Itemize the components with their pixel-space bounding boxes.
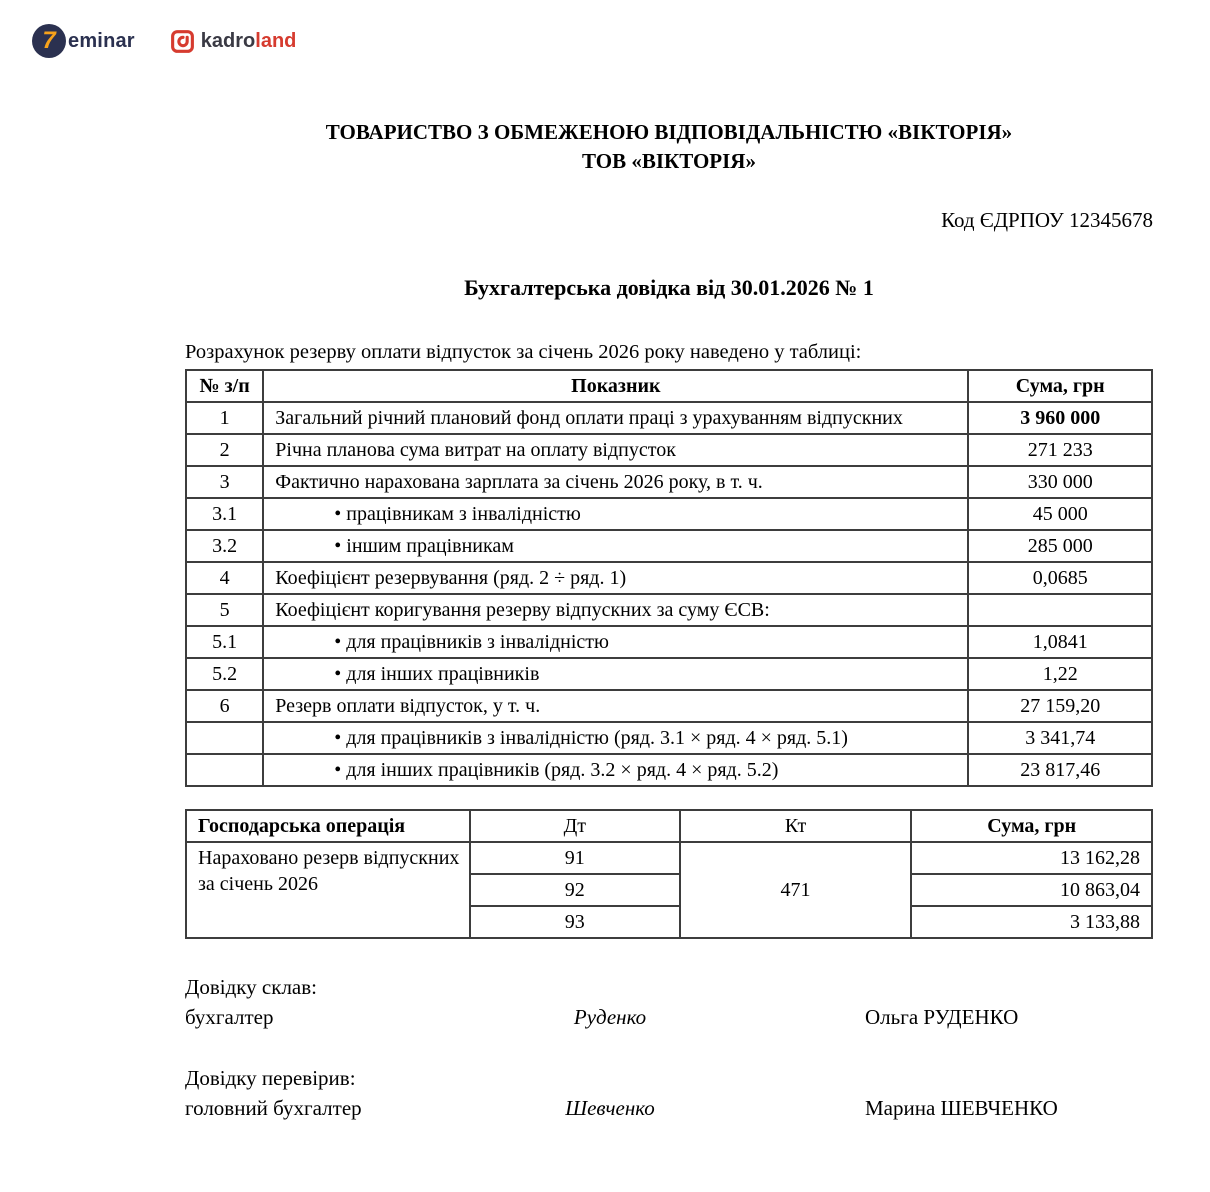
document-title: Бухгалтерська довідка від 30.01.2026 № 1 [464,275,874,300]
row-indicator: • працівникам з інвалідністю [263,498,968,530]
sig-checked-signature: Шевченко [565,1096,655,1120]
sig-checked-row [185,1094,1153,1122]
row-sum: 23 817,46 [968,754,1152,786]
row-indicator: Коефіцієнт коригування резерву відпускних за суму ЄСВ: [263,594,968,626]
row-num: 3.2 [186,530,263,562]
intro-text: Розрахунок резерву оплати відпусток за січень 2026 року наведено у таблиці: [185,341,862,363]
table-row [186,658,1152,690]
seminar-seven: 7 [42,27,56,54]
table-row [186,626,1152,658]
seminar-logo [32,24,135,58]
row-indicator: Загальний річний плановий фонд оплати праці з урахуванням відпускних [263,402,968,434]
col-header-dt: Дт [470,810,680,842]
row-indicator: Резерв оплати відпусток, у т. ч. [263,690,968,722]
table-row [186,562,1152,594]
seminar-icon [32,24,66,58]
row-num: 5 [186,594,263,626]
row-num: 5.2 [186,658,263,690]
table-row [186,842,1152,874]
table-header-row [186,370,1152,402]
posting-kt: 471 [680,842,912,938]
company-name-line1: ТОВАРИСТВО З ОБМЕЖЕНОЮ ВІДПОВІДАЛЬНІСТЮ «ВІКТОРІЯ» [325,120,1013,144]
sig-checked-role: головний бухгалтер [185,1096,362,1120]
seminar-logo-text: eminar [68,29,135,52]
row-sum [968,594,1152,626]
sig-made-label: Довідку склав: [185,975,317,999]
posting-sum: 3 133,88 [911,906,1152,938]
row-num: 6 [186,690,263,722]
table-row [186,722,1152,754]
table-row [186,466,1152,498]
row-num: 2 [186,434,263,466]
edrpou-code: Код ЄДРПОУ 12345678 [941,208,1153,232]
row-num [186,754,263,786]
table-row [186,594,1152,626]
col-header-kt: Кт [680,810,912,842]
signature-block-checked [185,1064,1153,1122]
posting-operation: Нараховано резерв відпускних за січень 2026 [186,842,470,938]
sig-made-signature: Руденко [573,1005,647,1029]
row-sum: 45 000 [968,498,1152,530]
row-indicator: • для працівників з інвалідністю (ряд. 3.1 × ряд. 4 × ряд. 5.1) [263,722,968,754]
col-header-operation: Господарська операція [186,810,470,842]
row-sum: 285 000 [968,530,1152,562]
col-header-indicator: Показник [263,370,968,402]
table-row [186,690,1152,722]
row-num: 5.1 [186,626,263,658]
row-num: 1 [186,402,263,434]
col-header-num: № з/п [186,370,263,402]
row-indicator: • іншим працівникам [263,530,968,562]
table-row [186,530,1152,562]
row-sum: 3 960 000 [968,402,1152,434]
sig-made-role: бухгалтер [185,1005,274,1029]
row-indicator: • для інших працівників (ряд. 3.2 × ряд. 4 × ряд. 5.2) [263,754,968,786]
col-header-sum: Сума, грн [911,810,1152,842]
col-header-sum: Сума, грн [968,370,1152,402]
row-sum: 271 233 [968,434,1152,466]
row-indicator: • для працівників з інвалідністю [263,626,968,658]
posting-sum: 10 863,04 [911,874,1152,906]
posting-dt: 92 [470,874,680,906]
row-sum: 330 000 [968,466,1152,498]
row-sum: 1,22 [968,658,1152,690]
row-indicator: • для інших працівників [263,658,968,690]
table-row [186,402,1152,434]
sig-made-name: Ольга РУДЕНКО [865,1005,1019,1029]
table-row [186,498,1152,530]
row-indicator: Коефіцієнт резервування (ряд. 2 ÷ ряд. 1) [263,562,968,594]
sig-checked-name: Марина ШЕВЧЕНКО [865,1096,1058,1120]
row-num: 3.1 [186,498,263,530]
row-sum: 27 159,20 [968,690,1152,722]
row-sum: 0,0685 [968,562,1152,594]
company-name-line2: ТОВ «ВІКТОРІЯ» [582,149,756,173]
row-indicator: Фактично нарахована зарплата за січень 2026 року, в т. ч. [263,466,968,498]
company-name [185,118,1153,176]
signature-block-made [185,973,1153,1031]
posting-sum: 13 162,28 [911,842,1152,874]
kadroland-text-land: land [255,29,297,52]
posting-dt: 91 [470,842,680,874]
row-sum: 3 341,74 [968,722,1152,754]
row-num [186,722,263,754]
reserve-calculation-table [185,369,1153,787]
sig-made-row [185,1003,1153,1031]
row-indicator: Річна планова сума витрат на оплату відпусток [263,434,968,466]
table-row [186,434,1152,466]
row-num: 4 [186,562,263,594]
row-num: 3 [186,466,263,498]
posting-table [185,809,1153,939]
table-row [186,754,1152,786]
sig-checked-label: Довідку перевірив: [185,1066,356,1090]
table-header-row [186,810,1152,842]
row-sum: 1,0841 [968,626,1152,658]
posting-dt: 93 [470,906,680,938]
kadroland-text-kadro: kadro [200,29,256,52]
document-content [185,0,1153,1122]
